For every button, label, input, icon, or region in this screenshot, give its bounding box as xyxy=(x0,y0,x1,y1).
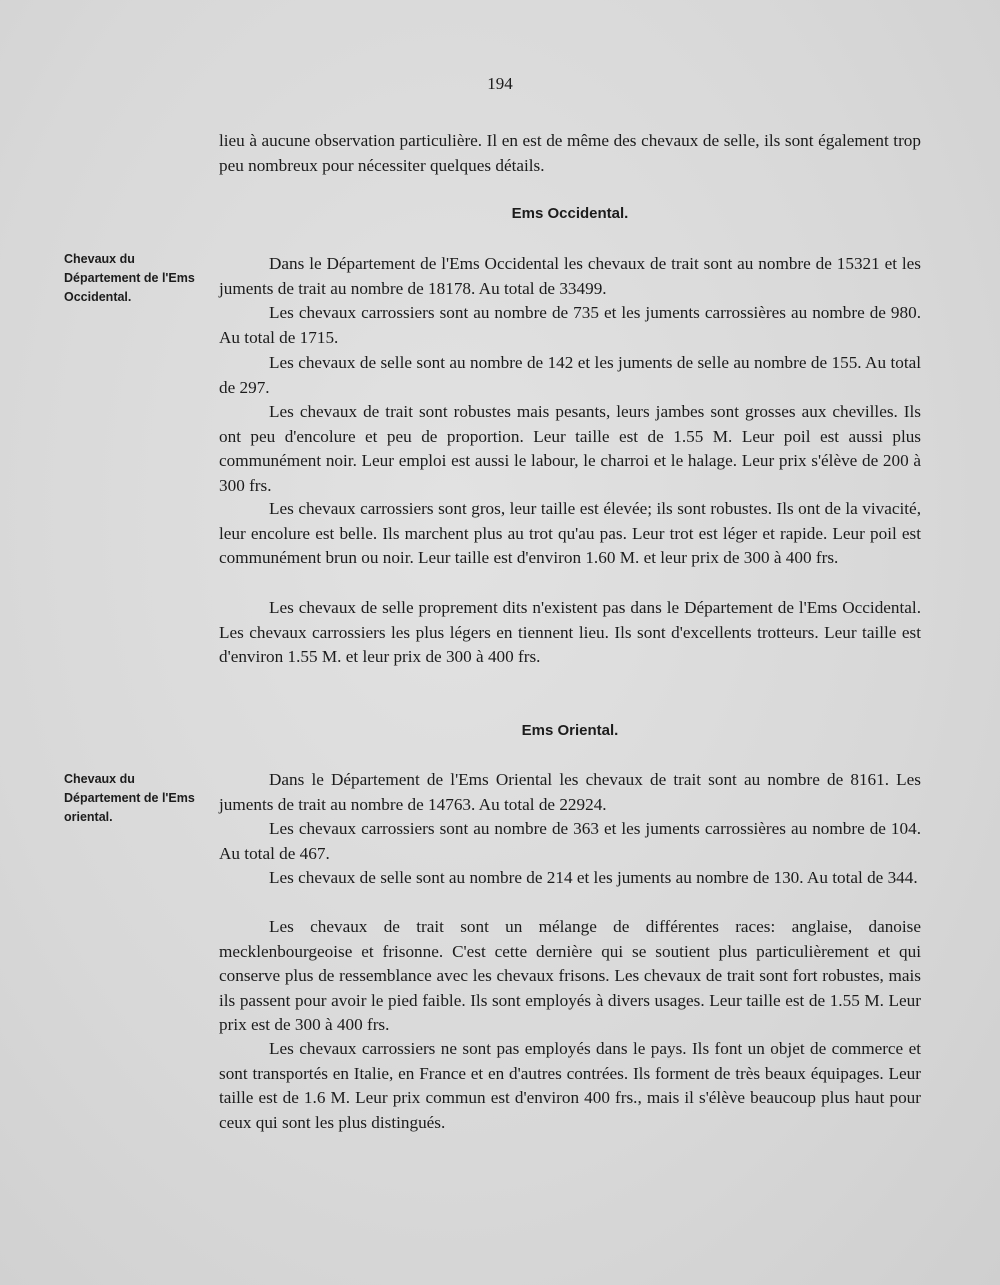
section-heading-ems-oriental: Ems Oriental. xyxy=(521,722,619,739)
paragraph: Les chevaux de selle proprement dits n'existent pas dans le Département de l'Ems Occidental. Les chevaux carrossiers les plus légers en tiennent lieu. Ils sont d'excellents trotteurs. Leur taille est d'environ 1.55 M. et leur prix de 300 à 400 frs. xyxy=(219,598,921,667)
paragraph: Les chevaux carrossiers ne sont pas employés dans le pays. Ils font un objet de commerce et sont transportés en Italie, en France et en d'autres contrées. Ils forment de très beaux équipages. Leur taille est de 1.6 M. Leur prix commun est d'environ 400 frs., mais il s'élève beaucoup plus haut pour ceux qui sont les plus distingués. xyxy=(219,1039,921,1132)
paragraph: Les chevaux carrossiers sont au nombre de 735 et les juments carrossières au nombre de 980. Au total de 1715. xyxy=(219,303,921,347)
paragraph: Les chevaux de selle sont au nombre de 142 et les juments de selle au nombre de 155. Au total de 297. xyxy=(219,353,921,397)
margin-note-ems-occidental: Chevaux du Département de l'Ems Occidental. xyxy=(64,252,195,304)
section-heading-ems-occidental: Ems Occidental. xyxy=(511,205,629,222)
intro-paragraph: lieu à aucune observation particulière. Il en est de même des chevaux de selle, ils sont également trop peu nombreux pour nécessiter quelques détails. xyxy=(219,131,921,175)
paragraph: Les chevaux de trait sont robustes mais pesants, leurs jambes sont grosses aux chevilles. Ils ont peu d'encolure et peu de proportion. Leur taille est de 1.55 M. Leur poil est aussi plus communément noir. Leur emploi est aussi le labour, le charroi et le halage. Leur prix s'élève de 200 à 300 frs. xyxy=(219,402,921,495)
paragraph: Les chevaux carrossiers sont au nombre de 363 et les juments carrossières au nombre de 104. Au total de 467. xyxy=(219,819,921,863)
paragraph: Les chevaux de selle sont au nombre de 214 et les juments au nombre de 130. Au total de 344. xyxy=(269,868,918,887)
paragraph: Les chevaux carrossiers sont gros, leur taille est élevée; ils sont robustes. Ils ont de la vivacité, leur encolure est belle. Ils marchent plus au trot qu'au pas. Leur trot est léger et rapide. Leur poil est communément brun ou noir. Leur taille est d'environ 1.60 M. et leur prix de 300 à 400 frs. xyxy=(219,499,921,568)
paragraph: Les chevaux de trait sont un mélange de différentes races: anglaise, danoise mecklenbourgeoise et frisonne. C'est cette dernière qui se soutient plus particulièrement et qui conserve plus de ressemblance avec les chevaux frisons. Les chevaux de trait sont fort robustes, mais ils passent pour avoir le pied faible. Ils sont employés à divers usages. Leur taille est de 1.55 M. Leur prix est de 300 à 400 frs. xyxy=(219,917,921,1035)
paragraph: Dans le Département de l'Ems Occidental les chevaux de trait sont au nombre de 15321 et les juments de trait au nombre de 18178. Au total de 33499. xyxy=(219,254,921,298)
paragraph: Dans le Département de l'Ems Oriental les chevaux de trait sont au nombre de 8161. Les juments de trait au nombre de 14763. Au total de 22924. xyxy=(219,770,921,814)
page-number: 194 xyxy=(487,74,513,93)
margin-note-ems-oriental: Chevaux du Département de l'Ems oriental. xyxy=(64,772,195,824)
